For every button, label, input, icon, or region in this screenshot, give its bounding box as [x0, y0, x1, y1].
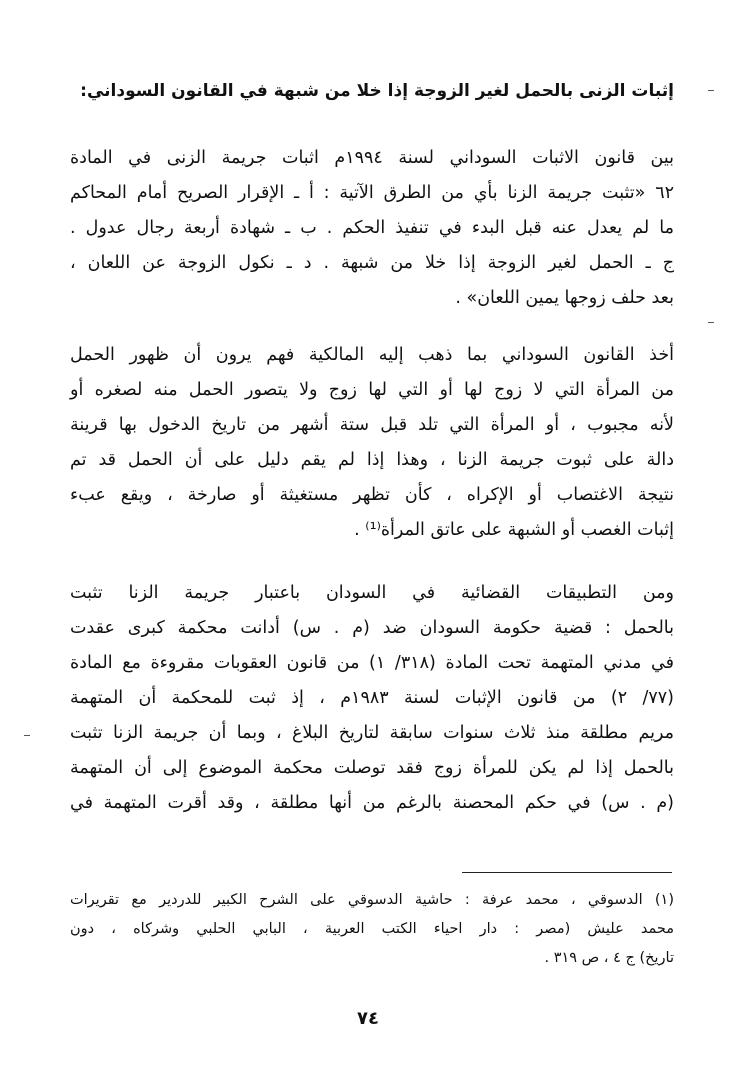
- text-line: من المرأة التي لا زوج لها أو التي لها زوج ولا يتصور الحمل منه لصغره أو: [70, 380, 674, 400]
- footnote-line: (١) الدسوقي ، محمد عرفة : حاشية الدسوقي على الشرح الكبير للدردير مع تقريرات: [70, 892, 674, 908]
- paragraph-legal-text: [70, 141, 674, 316]
- footnote-line: محمد عليش (مصر : دار احياء الكتب العربية ، البابي الحلبي وشركاه ، دون: [70, 921, 674, 937]
- text-line: لأنه مجبوب ، أو المرأة التي تلد قبل ستة أشهر من تاريخ الدخول بها قرينة: [70, 415, 674, 435]
- text-line: ج ـ الحمل لغير الزوجة إذا خلا من شبهة . د ـ نكول الزوجة عن اللعان ،: [70, 253, 674, 273]
- paragraph-maliki-view: [70, 338, 674, 548]
- text-line: (٧٧/ ٢) من قانون الإثبات لسنة ١٩٨٣م ، إذ ثبت للمحكمة أن المتهمة: [70, 688, 674, 708]
- text-line: بعد حلف زوجها يمين اللعان» .: [455, 288, 674, 308]
- scan-margin-mark: [708, 322, 714, 323]
- scan-margin-mark: [24, 735, 30, 736]
- text-line: دالة على ثبوت جريمة الزنا ، وهذا إذا لم يقم دليل على أن الحمل قد تم: [70, 450, 674, 470]
- text-line: ما لم يعدل عنه قبل البدء في تنفيذ الحكم . ب ـ شهادة أربعة رجال عدول .: [70, 218, 674, 238]
- text-line: (م . س) في حكم المحصنة بالرغم من أنها مطلقة ، وقد أقرت المتهمة في: [70, 793, 674, 813]
- text-line: ٦٢ «تثبت جريمة الزنا بأي من الطرق الآتية : أ ـ الإقرار الصريح أمام المحاكم: [70, 183, 674, 203]
- text-line: في مدني المتهمة تحت المادة (٣١٨/ ١) من قانون العقوبات مقروءة مع المادة: [70, 653, 674, 673]
- scan-margin-mark: [708, 90, 714, 91]
- footnote-divider: [462, 872, 672, 873]
- text-line: ومن التطبيقات القضائية في السودان باعتبار جريمة الزنا تثبت: [70, 583, 674, 603]
- text-line: مريم مطلقة منذ ثلاث سنوات سابقة لتاريخ البلاغ ، وبما أن جريمة الزنا تثبت: [70, 723, 674, 743]
- text-line: بالحمل : قضية حكومة السودان ضد (م . س) أدانت محكمة كبرى عقدت: [70, 618, 674, 638]
- text-line: بين قانون الاثبات السوداني لسنة ١٩٩٤م اثبات جريمة الزنى في المادة: [70, 148, 674, 168]
- text-line: بالحمل إذا لم يكن للمرأة زوج فقد توصلت محكمة الموضوع إلى أن المتهمة: [70, 758, 674, 778]
- text-line: أخذ القانون السوداني بما ذهب إليه المالكية فهم يرون أن ظهور الحمل: [70, 345, 674, 365]
- footnote: [70, 886, 674, 973]
- text-line: نتيجة الاغتصاب أو الإكراه ، كأن تظهر مستغيثة أو صارخة ، ويقع عبء: [70, 485, 674, 505]
- text-line: إثبات الغصب أو الشبهة على عاتق المرأة⁽¹⁾ .: [354, 520, 674, 540]
- footnote-line: تاريخ) ج ٤ ، ص ٣١٩ .: [544, 950, 674, 966]
- section-heading: إثبات الزنى بالحمل لغير الزوجة إذا خلا من شبهة في القانون السوداني:: [80, 81, 674, 101]
- paragraph-court-application: [70, 576, 674, 821]
- page-number: ٧٤: [357, 1008, 379, 1029]
